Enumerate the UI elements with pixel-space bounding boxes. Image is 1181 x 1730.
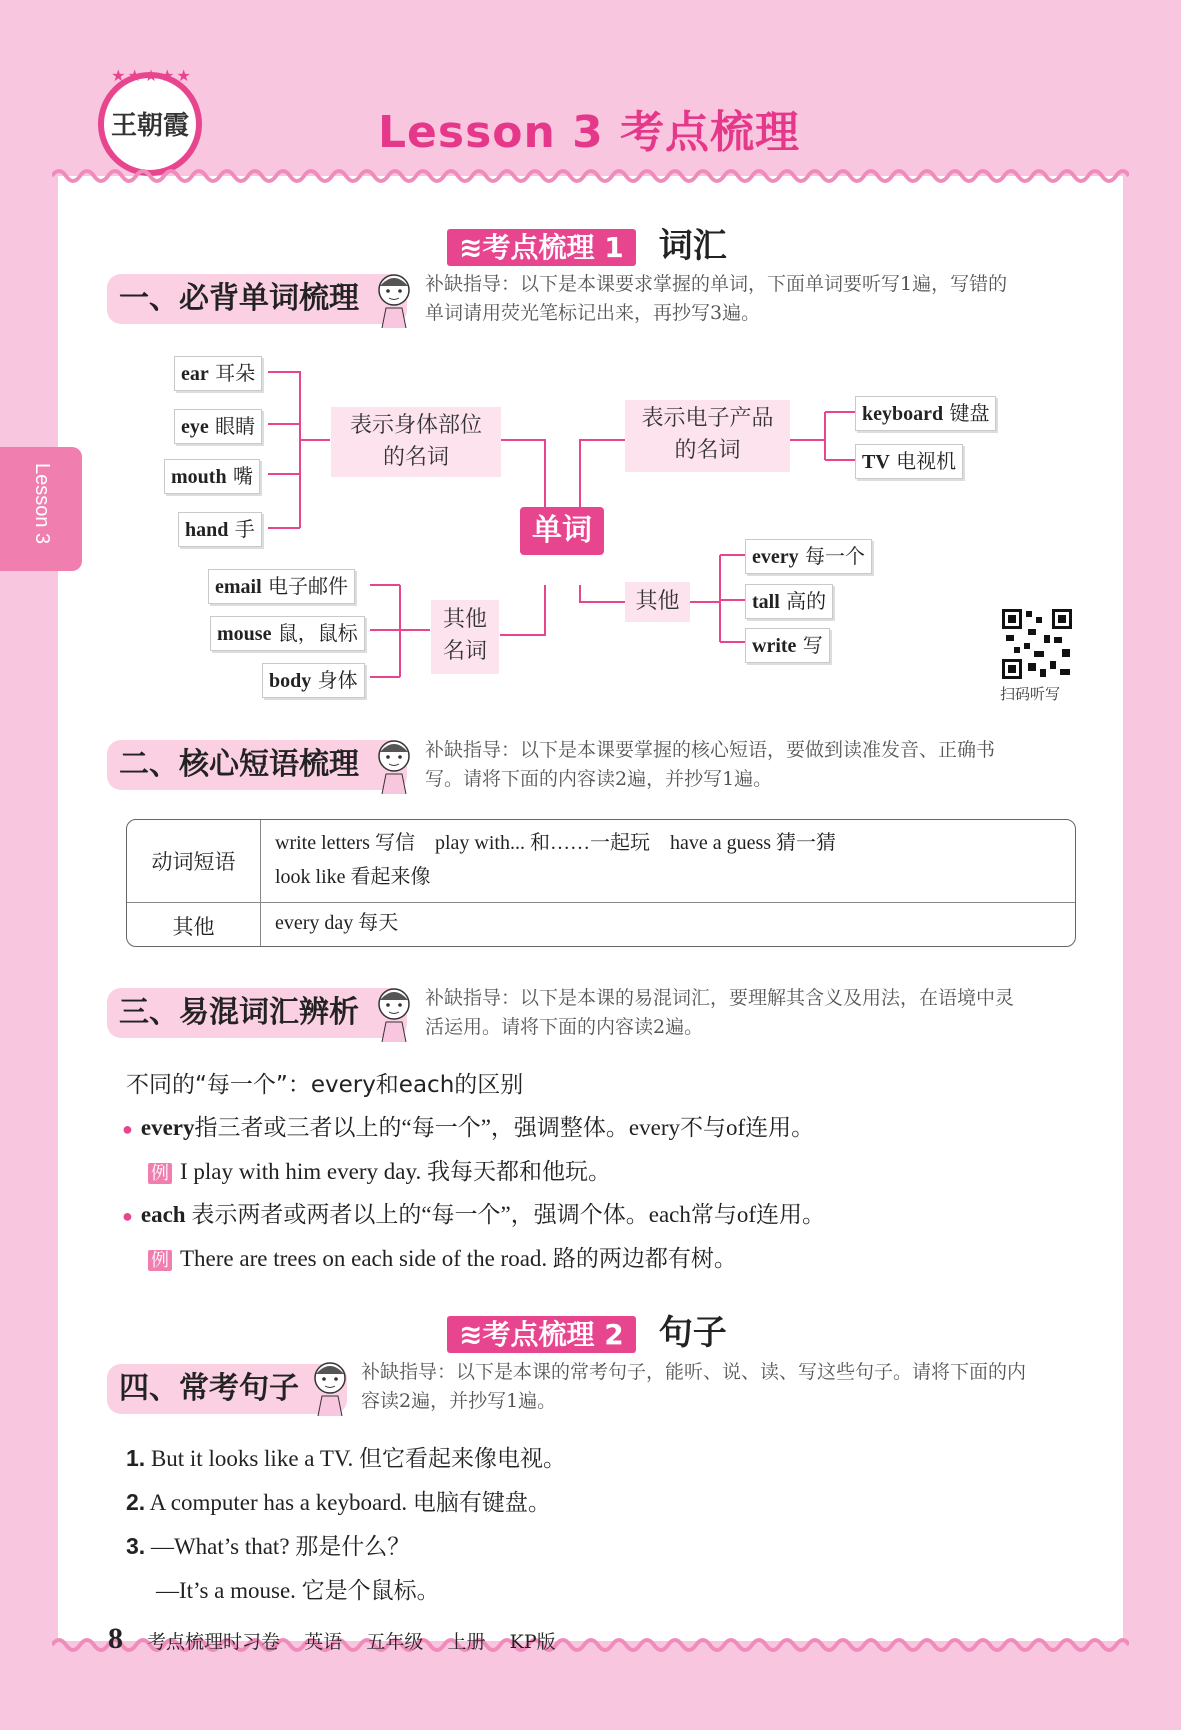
- mindmap-electronics: [625, 400, 790, 472]
- word-en: body: [269, 670, 312, 692]
- part2-guide-line2: 写。请将下面的内容读2遍，并抄写1遍。: [425, 768, 773, 790]
- mindmap-center: 单词: [520, 507, 604, 555]
- sentence-text: —It’s a mouse. 它是个鼠标。: [156, 1578, 440, 1603]
- bullet-icon: ●: [122, 1119, 133, 1139]
- page-number: 8: [108, 1622, 123, 1655]
- word-zh: 键盘: [949, 401, 990, 425]
- mindmap-others: 其他: [625, 582, 690, 622]
- word-every: [745, 539, 872, 574]
- point-every: [122, 1109, 814, 1142]
- row-line2: look like 看起来像: [275, 866, 431, 888]
- part1-title: 一、必背单词梳理: [107, 274, 407, 324]
- sentence-item: [126, 1528, 410, 1561]
- qr-code-icon[interactable]: [1000, 607, 1074, 681]
- word-en: mouse: [217, 623, 272, 645]
- sentence-item: [156, 1572, 440, 1605]
- part3-guide-line1: 补缺指导：以下是本课的易混词汇，要理解其含义及用法，在语境中灵: [425, 987, 1015, 1009]
- sentence-num: 3.: [126, 1533, 146, 1559]
- example-label: 例: [148, 1250, 172, 1271]
- part4-guide-line1: 补缺指导：以下是本课的常考句子，能听、说、读、写这些句子。请将下面的内: [361, 1361, 1027, 1383]
- every-each-heading: 不同的“每一个”：every和each的区别: [126, 1072, 524, 1098]
- row-value: every day 每天: [275, 912, 399, 934]
- example-each: [148, 1240, 737, 1273]
- word-zh: 眼睛: [215, 414, 256, 438]
- word-hand: [178, 512, 262, 547]
- student-face-icon: [372, 984, 416, 1044]
- word-zh: 高的: [786, 589, 827, 613]
- point-each: [122, 1196, 825, 1229]
- word-zh: 耳朵: [215, 361, 256, 385]
- point-word: every: [140, 1115, 195, 1140]
- part2-title: 二、核心短语梳理: [107, 740, 407, 790]
- word-keyboard: [855, 396, 996, 431]
- example-text: I play with him every day. 我每天都和他玩。: [180, 1159, 611, 1184]
- part4-guide-line2: 容读2遍，并抄写1遍。: [361, 1390, 557, 1412]
- example-label: 例: [148, 1163, 172, 1184]
- part1-guide: [425, 270, 1085, 328]
- sentence-item: [126, 1440, 566, 1473]
- example-text: There are trees on each side of the road. 路的两边都有树。: [180, 1246, 737, 1271]
- section1-heading: [447, 218, 727, 267]
- word-zh: 写: [802, 633, 823, 657]
- part1-guide-line1: 补缺指导：以下是本课要求掌握的单词，下面单词要听写1遍，写错的: [425, 273, 1008, 295]
- word-tv: [855, 444, 963, 479]
- section2-heading: [447, 1305, 727, 1354]
- mindmap-body-parts: [331, 407, 501, 477]
- part3-guide: [425, 984, 1085, 1042]
- part1-guide-line2: 单词请用荧光笔标记出来，再抄写3遍。: [425, 302, 761, 324]
- wave-border-top: [52, 166, 1129, 186]
- body-parts-label1: 表示身体部位: [349, 413, 482, 438]
- point-text: 表示两者或两者以上的“每一个”，强调个体。each常与of连用。: [191, 1202, 826, 1227]
- part3-guide-line2: 活运用。请将下面的内容读2遍。: [425, 1016, 704, 1038]
- section1-tag: ≋考点梳理 1: [447, 229, 636, 266]
- word-zh: 手: [234, 517, 255, 541]
- word-zh: 每一个: [805, 544, 865, 568]
- row-label: 动词短语: [151, 850, 236, 874]
- point-text: 指三者或三者以上的“每一个”，强调整体。every不与of连用。: [194, 1115, 815, 1140]
- word-mouth: [164, 459, 260, 494]
- word-en: eye: [181, 416, 209, 438]
- page-title: Lesson 3 考点梳理: [378, 107, 801, 158]
- part3-title: 三、易混词汇辨析: [107, 988, 407, 1038]
- table-row: [127, 820, 1075, 902]
- word-write: [745, 628, 830, 663]
- word-en: ear: [181, 363, 209, 385]
- part4-title: 四、常考句子: [107, 1364, 347, 1414]
- word-zh: 嘴: [232, 464, 253, 488]
- side-tab-label: Lesson 3: [31, 463, 53, 545]
- other-nouns-label1: 其他: [442, 607, 487, 632]
- example-every: [148, 1153, 611, 1186]
- sentence-text: But it looks like a TV. 但它看起来像电视。: [150, 1446, 567, 1471]
- section2-title: 句子: [658, 1313, 727, 1353]
- row-value: [275, 826, 836, 894]
- word-en: email: [215, 576, 262, 598]
- row-line1: write letters 写信 play with... 和……一起玩 have a guess 猜一猜: [275, 832, 837, 854]
- mindmap-other-nouns: [431, 600, 499, 674]
- word-email: [208, 569, 355, 604]
- point-word: each: [140, 1202, 186, 1227]
- other-nouns-label2: 名词: [442, 639, 487, 664]
- word-ear: [174, 356, 262, 391]
- word-en: keyboard: [862, 403, 944, 425]
- section1-title: 词汇: [658, 226, 727, 266]
- word-eye: [174, 409, 262, 444]
- word-en: TV: [862, 451, 890, 473]
- qr-caption: 扫码听写: [1000, 685, 1061, 703]
- sentence-text: —What’s that? 那是什么？: [150, 1534, 411, 1559]
- phrase-table: [126, 819, 1076, 947]
- electronics-label2: 的名词: [674, 438, 741, 463]
- table-row: [127, 902, 1075, 946]
- word-mouse: [210, 616, 365, 651]
- word-en: every: [752, 546, 799, 568]
- electronics-label1: 表示电子产品: [641, 406, 774, 431]
- word-en: write: [752, 635, 797, 657]
- body-parts-label2: 的名词: [382, 445, 449, 470]
- sentence-item: [126, 1484, 551, 1517]
- row-label: 其他: [172, 915, 215, 939]
- word-zh: 鼠，鼠标: [277, 621, 358, 645]
- word-en: hand: [185, 519, 229, 541]
- part2-guide: [425, 736, 1085, 794]
- part2-guide-line1: 补缺指导：以下是本课要掌握的核心短语，要做到读准发音、正确书: [425, 739, 996, 761]
- logo-text: 王朝霞: [110, 111, 189, 141]
- word-body: [262, 663, 365, 698]
- sentence-text: A computer has a keyboard. 电脑有键盘。: [149, 1490, 551, 1515]
- sentence-num: 2.: [126, 1489, 146, 1515]
- word-tall: [745, 584, 833, 619]
- part4-guide: [361, 1358, 1091, 1416]
- sentence-num: 1.: [126, 1445, 146, 1471]
- word-en: mouth: [171, 466, 227, 488]
- word-zh: 电视机: [896, 449, 957, 473]
- word-en: tall: [752, 591, 780, 613]
- footer-text: 考点梳理时习卷 英语 五年级 上册 KP版: [147, 1631, 556, 1653]
- footer: [108, 1622, 556, 1656]
- logo-stars: ★★★★★: [111, 66, 193, 85]
- student-face-icon: [372, 736, 416, 796]
- bullet-icon: ●: [122, 1206, 133, 1226]
- word-zh: 电子邮件: [268, 574, 349, 598]
- word-zh: 身体: [317, 668, 358, 692]
- section2-tag: ≋考点梳理 2: [447, 1316, 636, 1353]
- student-face-icon: [372, 270, 416, 330]
- student-face-icon: [308, 1358, 352, 1418]
